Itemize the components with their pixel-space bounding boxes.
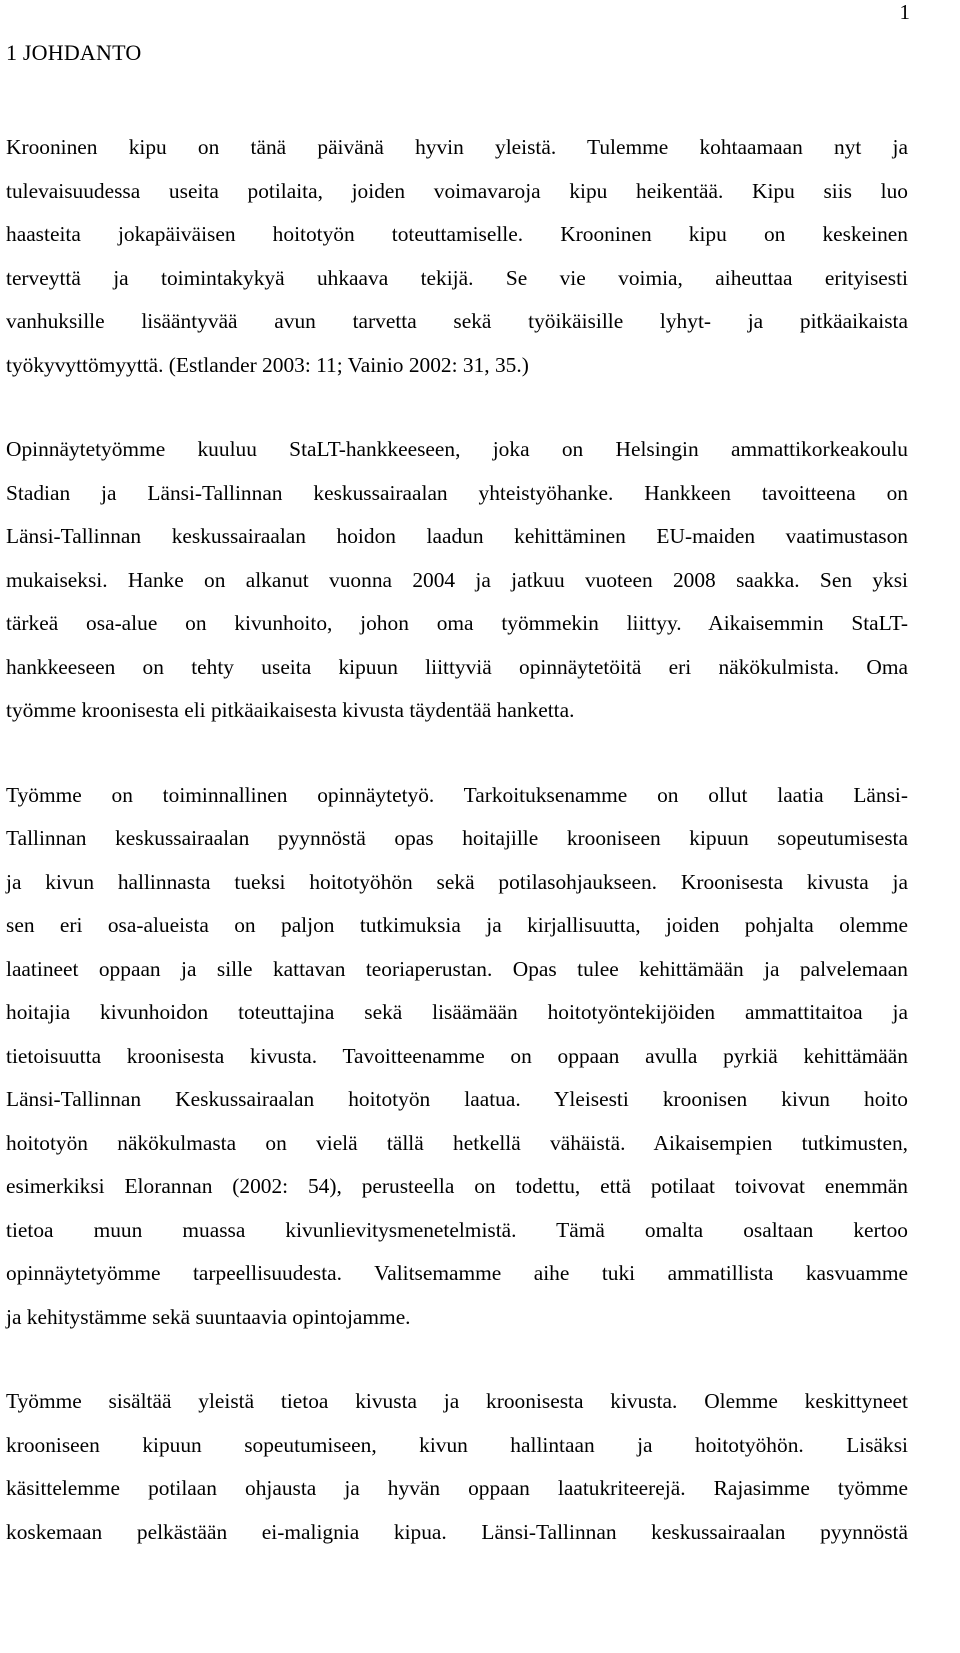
text-line: Työmme sisältää yleistä tietoa kivusta ja kroonisesta kivusta. Olemme keskittyneet (6, 1389, 908, 1413)
text-line: Opinnäytetyömme kuuluu StaLT-hankkeeseen, joka on Helsingin ammattikorkeakoulu (6, 437, 908, 461)
text-line: Länsi-Tallinnan keskussairaalan hoidon laadun kehittäminen EU-maiden vaatimustason (6, 524, 908, 548)
text-line: mukaiseksi. Hanke on alkanut vuonna 2004 ja jatkuu vuoteen 2008 saakka. Sen yksi (6, 567, 908, 592)
paragraph-3 (6, 774, 908, 1340)
text-line: tietoa muun muassa kivunlievitysmenetelmistä. Tämä omalta osaltaan kertoo (6, 1217, 908, 1242)
text-line: koskemaan pelkästään ei-malignia kipua. Länsi-Tallinnan keskussairaalan pyynnöstä (6, 1519, 908, 1544)
text-line: hoitajia kivunhoidon toteuttajina sekä lisäämään hoitotyöntekijöiden ammattitaitoa ja (6, 1000, 908, 1024)
text-line: työkyvyttömyyttä. (Estlander 2003: 11; Vainio 2002: 31, 35.) (6, 352, 529, 377)
text-line: hankkeeseen on tehty useita kipuun liittyviä opinnäytetöitä eri näkökulmista. Oma (6, 654, 908, 679)
paragraph-4 (6, 1380, 908, 1554)
text-line: työmme kroonisesta eli pitkäaikaisesta kivusta täydentää hanketta. (6, 698, 575, 722)
text-line: ja kivun hallinnasta tueksi hoitotyöhön sekä potilasohjaukseen. Kroonisesta kivusta ja (6, 869, 908, 894)
text-line: tärkeä osa-alue on kivunhoito, johon oma työmmekin liittyy. Aikaisemmin StaLT- (6, 611, 908, 635)
text-line: Työmme on toiminnallinen opinnäytetyö. Tarkoituksenamme on ollut laatia Länsi- (6, 782, 908, 807)
text-line: vanhuksille lisääntyvää avun tarvetta sekä työikäisille lyhyt- ja pitkäaikaista (6, 309, 908, 333)
page-number: 1 (899, 0, 910, 24)
text-line: laatineet oppaan ja sille kattavan teoriaperustan. Opas tulee kehittämään ja palvelemaan (6, 956, 908, 981)
text-line: Tallinnan keskussairaalan pyynnöstä opas hoitajille krooniseen kipuun sopeutumisesta (6, 826, 908, 850)
text-line: opinnäytetyömme tarpeellisuudesta. Valitsemamme aihe tuki ammatillista kasvuamme (6, 1261, 908, 1285)
text-line: Stadian ja Länsi-Tallinnan keskussairaalan yhteistyöhanke. Hankkeen tavoitteena on (6, 480, 908, 505)
paragraph-1 (6, 126, 908, 387)
chapter-heading: 1 JOHDANTO (6, 40, 142, 65)
text-line: Krooninen kipu on tänä päivänä hyvin yleistä. Tulemme kohtaamaan nyt ja (6, 135, 908, 159)
text-line: tietoisuutta kroonisesta kivusta. Tavoitteenamme on oppaan avulla pyrkiä kehittämään (6, 1043, 908, 1068)
document-body (6, 126, 908, 1595)
text-line: hoitotyön näkökulmasta on vielä tällä hetkellä vähäistä. Aikaisempien tutkimusten, (6, 1130, 908, 1155)
text-line: esimerkiksi Elorannan (2002: 54), perusteella on todettu, että potilaat toivovat enemmän (6, 1174, 908, 1198)
text-line: käsittelemme potilaan ohjausta ja hyvän oppaan laatukriteerejä. Rajasimme työmme (6, 1476, 908, 1500)
text-line: haasteita jokapäiväisen hoitotyön toteuttamiselle. Krooninen kipu on keskeinen (6, 222, 908, 246)
text-line: sen eri osa-alueista on paljon tutkimuksia ja kirjallisuutta, joiden pohjalta olemme (6, 913, 908, 937)
text-line: terveyttä ja toimintakykyä uhkaava tekijä. Se vie voimia, aiheuttaa erityisesti (6, 265, 908, 290)
text-line: tulevaisuudessa useita potilaita, joiden voimavaroja kipu heikentää. Kipu siis luo (6, 178, 908, 203)
text-line: Länsi-Tallinnan Keskussairaalan hoitotyön laatua. Yleisesti kroonisen kivun hoito (6, 1087, 908, 1111)
text-line: krooniseen kipuun sopeutumiseen, kivun hallintaan ja hoitotyöhön. Lisäksi (6, 1432, 908, 1457)
text-line: ja kehitystämme sekä suuntaavia opintojamme. (6, 1304, 411, 1329)
paragraph-2 (6, 428, 908, 733)
